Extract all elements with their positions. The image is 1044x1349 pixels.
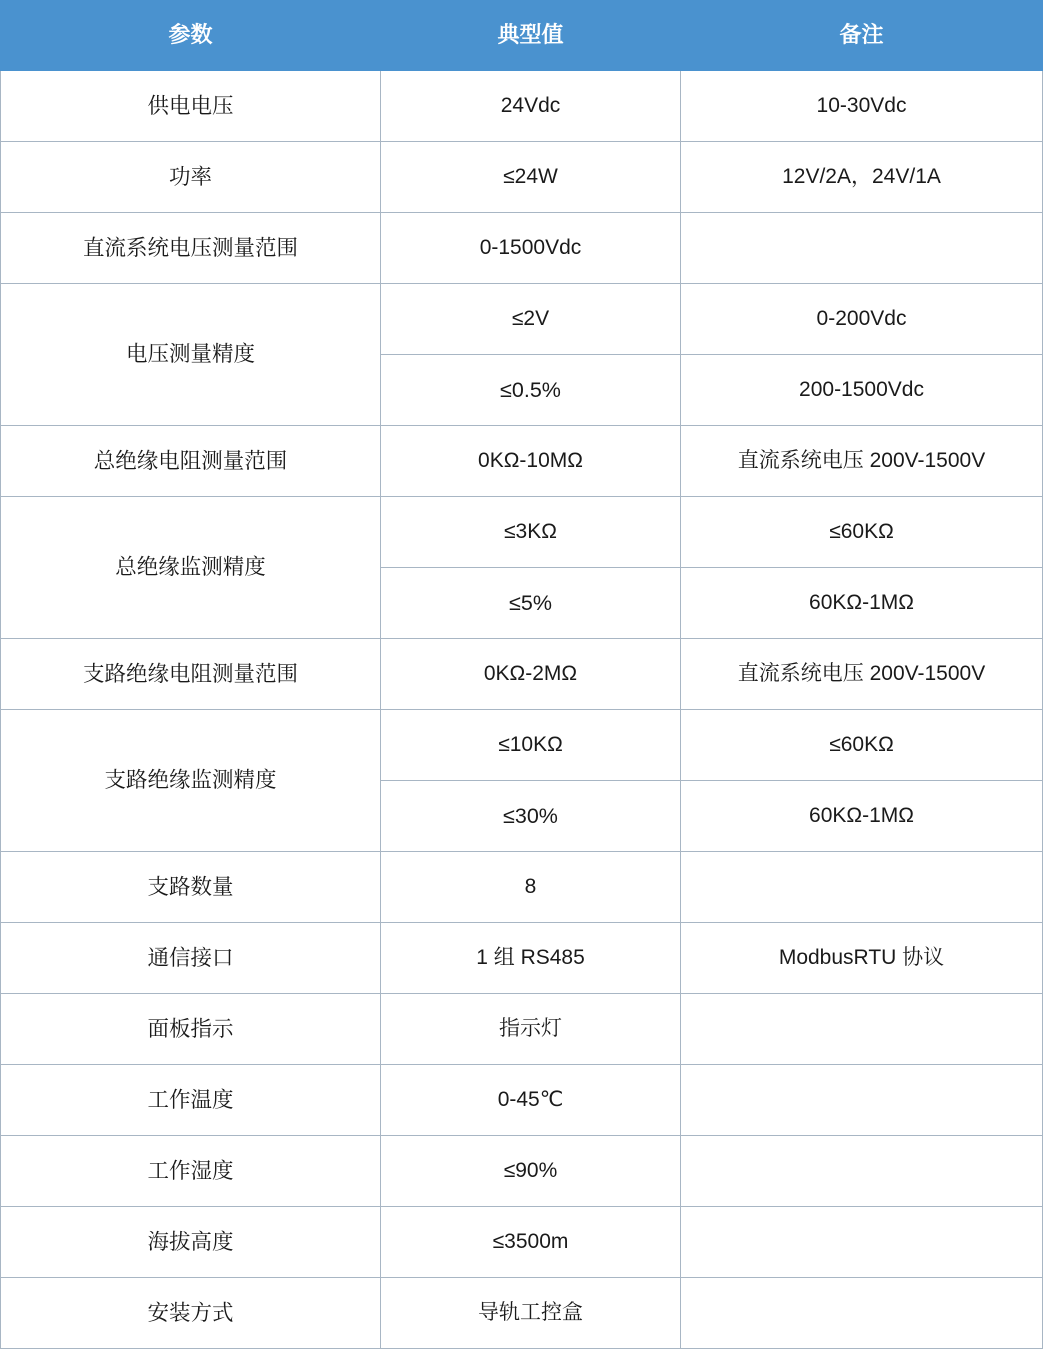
cell-parameter: 直流系统电压测量范围 [1,213,381,284]
cell-typical-value: ≤24W [381,142,681,213]
cell-remark: 10-30Vdc [681,71,1043,142]
cell-typical-value: 0-45℃ [381,1065,681,1136]
cell-typical-value: ≤2V [381,284,681,355]
cell-remark [681,1136,1043,1207]
cell-typical-value: ≤5% [381,568,681,639]
cell-typical-value: 1 组 RS485 [381,923,681,994]
table-row [1,923,1043,994]
cell-typical-value: 0KΩ-2MΩ [381,639,681,710]
column-header-remark: 备注 [681,1,1043,71]
cell-remark [681,994,1043,1065]
cell-remark: 0-200Vdc [681,284,1043,355]
cell-remark [681,852,1043,923]
table-row [1,284,1043,355]
table-row [1,1207,1043,1278]
cell-typical-value: 24Vdc [381,71,681,142]
cell-remark: 直流系统电压 200V-1500V [681,426,1043,497]
table-row [1,994,1043,1065]
table-row [1,1136,1043,1207]
cell-remark [681,213,1043,284]
cell-typical-value: 指示灯 [381,994,681,1065]
table-row [1,213,1043,284]
column-header-parameter: 参数 [1,1,381,71]
cell-remark: 60KΩ-1MΩ [681,568,1043,639]
cell-parameter: 电压测量精度 [1,284,381,426]
table-row [1,639,1043,710]
cell-parameter: 总绝缘监测精度 [1,497,381,639]
cell-remark [681,1278,1043,1349]
cell-typical-value: 0-1500Vdc [381,213,681,284]
cell-typical-value: ≤90% [381,1136,681,1207]
table-row [1,142,1043,213]
cell-typical-value: ≤3KΩ [381,497,681,568]
cell-parameter: 支路绝缘电阻测量范围 [1,639,381,710]
cell-parameter: 安装方式 [1,1278,381,1349]
cell-remark: ModbusRTU 协议 [681,923,1043,994]
cell-remark: ≤60KΩ [681,710,1043,781]
cell-remark: 200-1500Vdc [681,355,1043,426]
cell-parameter: 支路绝缘监测精度 [1,710,381,852]
cell-parameter: 支路数量 [1,852,381,923]
table-row [1,497,1043,568]
cell-remark: 60KΩ-1MΩ [681,781,1043,852]
cell-remark: ≤60KΩ [681,497,1043,568]
table-header-row [1,1,1043,71]
cell-typical-value: 0KΩ-10MΩ [381,426,681,497]
column-header-typical-value: 典型值 [381,1,681,71]
cell-remark [681,1065,1043,1136]
cell-typical-value: ≤3500m [381,1207,681,1278]
table-row [1,426,1043,497]
table-header [1,1,1043,71]
cell-parameter: 工作温度 [1,1065,381,1136]
cell-parameter: 供电电压 [1,71,381,142]
table-row [1,852,1043,923]
cell-parameter: 功率 [1,142,381,213]
table-row [1,1065,1043,1136]
cell-typical-value: ≤10KΩ [381,710,681,781]
cell-typical-value: ≤30% [381,781,681,852]
cell-typical-value: 导轨工控盒 [381,1278,681,1349]
cell-typical-value: 8 [381,852,681,923]
cell-parameter: 总绝缘电阻测量范围 [1,426,381,497]
table-row [1,710,1043,781]
table-row [1,71,1043,142]
cell-typical-value: ≤0.5% [381,355,681,426]
cell-parameter: 面板指示 [1,994,381,1065]
cell-parameter: 海拔高度 [1,1207,381,1278]
table-row [1,1278,1043,1349]
cell-parameter: 工作湿度 [1,1136,381,1207]
cell-parameter: 通信接口 [1,923,381,994]
cell-remark [681,1207,1043,1278]
cell-remark: 12V/2A，24V/1A [681,142,1043,213]
cell-remark: 直流系统电压 200V-1500V [681,639,1043,710]
table-body [1,71,1043,1349]
